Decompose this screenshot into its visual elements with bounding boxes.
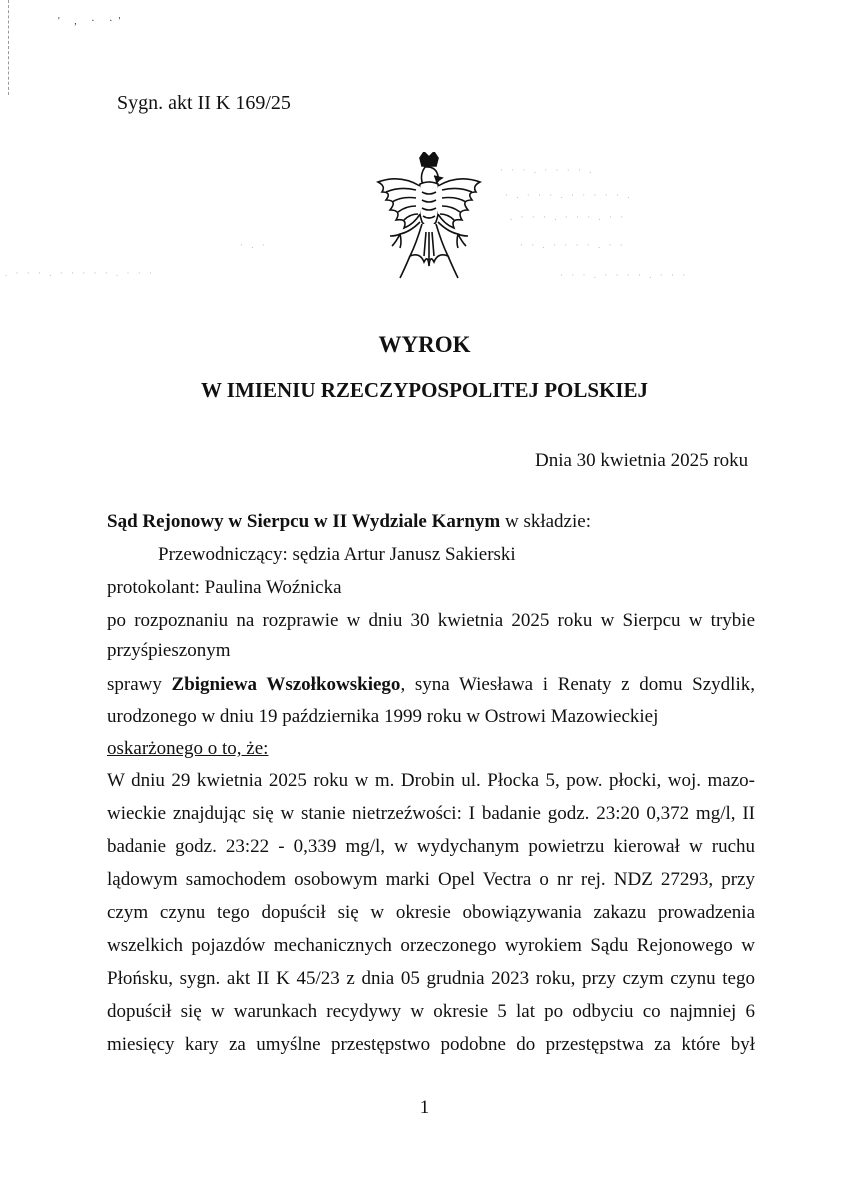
scan-marks: ' , · ·' — [58, 16, 127, 27]
scan-edge-line — [8, 0, 10, 95]
defendant-prefix: sprawy — [107, 674, 172, 695]
charge-line: wszelkich pojazdów mechanicznych orzeczonego wyrokiem Sądu Rejonowego w — [107, 935, 755, 956]
charge-line: badanie godz. 23:22 - 0,339 mg/l, w wydychanym powietrzu kierował w ruchu — [107, 836, 755, 857]
scan-noise: · · · . · · · · . · · · — [560, 270, 689, 280]
presiding-judge: Przewodniczący: sędzia Artur Janusz Sakierski — [158, 544, 516, 565]
charge-line: miesięcy kary za umyślne przestępstwo podobne do przestępstwa za które był — [107, 1034, 755, 1055]
charge-line: czym czynu tego dopuścił się w okresie obowiązywania zakazu prowadzenia — [107, 902, 755, 923]
hearing-line-2: przyśpieszonym — [107, 640, 231, 661]
court-line — [107, 511, 591, 533]
defendant-line — [107, 674, 755, 696]
hearing-line-1: po rozpoznaniu na rozprawie w dniu 30 kwietnia 2025 roku w Sierpcu w trybie — [107, 610, 755, 631]
case-number: Sygn. akt II K 169/25 — [117, 92, 291, 114]
defendant-birth: urodzonego w dniu 19 października 1999 roku w Ostrowi Mazowieckiej — [107, 706, 659, 727]
charge-line: Płońsku, sygn. akt II K 45/23 z dnia 05 grudnia 2023 roku, przy czym czynu tego — [107, 968, 755, 989]
charge-line: W dniu 29 kwietnia 2025 roku w m. Drobin ul. Płocka 5, pow. płocki, woj. mazo- — [107, 770, 755, 791]
document-subtitle: W IMIENIU RZECZYPOSPOLITEJ POLSKIEJ — [200, 378, 649, 402]
document-title: WYROK — [378, 332, 471, 357]
accused-heading: oskarżonego o to, że: — [107, 738, 269, 759]
scan-noise: · . · · · . · · · · · . — [505, 190, 633, 200]
polish-eagle-emblem-icon — [370, 152, 488, 282]
scan-noise: . · · · . · · · . · · — [510, 212, 627, 222]
judgment-date: Dnia 30 kwietnia 2025 roku — [535, 450, 749, 471]
scan-noise: · . · — [240, 240, 268, 250]
court-suffix: w składzie: — [500, 511, 591, 532]
defendant-suffix: , syna Wiesława i Renaty z domu Szydlik, — [400, 674, 755, 695]
charge-line: dopuścił się w warunkach recydywy w okresie 5 lat po odbyciu co najmniej 6 — [107, 1001, 755, 1022]
charge-line: wieckie znajdując się w stanie nietrzeźwości: I badanie godz. 23:20 0,372 mg/l, II — [107, 803, 755, 824]
court-name: Sąd Rejonowy w Sierpcu w II Wydziale Karnym — [107, 511, 501, 532]
court-clerk: protokolant: Paulina Woźnicka — [107, 577, 342, 598]
page-number: 1 — [419, 1097, 430, 1118]
scan-noise: . · · · . · · · · · . · · · — [5, 268, 155, 278]
charge-line: lądowym samochodem osobowym marki Opel Vectra o nr rej. NDZ 27293, przy — [107, 869, 755, 890]
scan-noise: · · . · · · · . · · — [520, 240, 626, 250]
scan-noise: · · · . · · · · . — [500, 165, 595, 175]
defendant-name: Zbigniewa Wszołkowskiego — [171, 674, 401, 695]
